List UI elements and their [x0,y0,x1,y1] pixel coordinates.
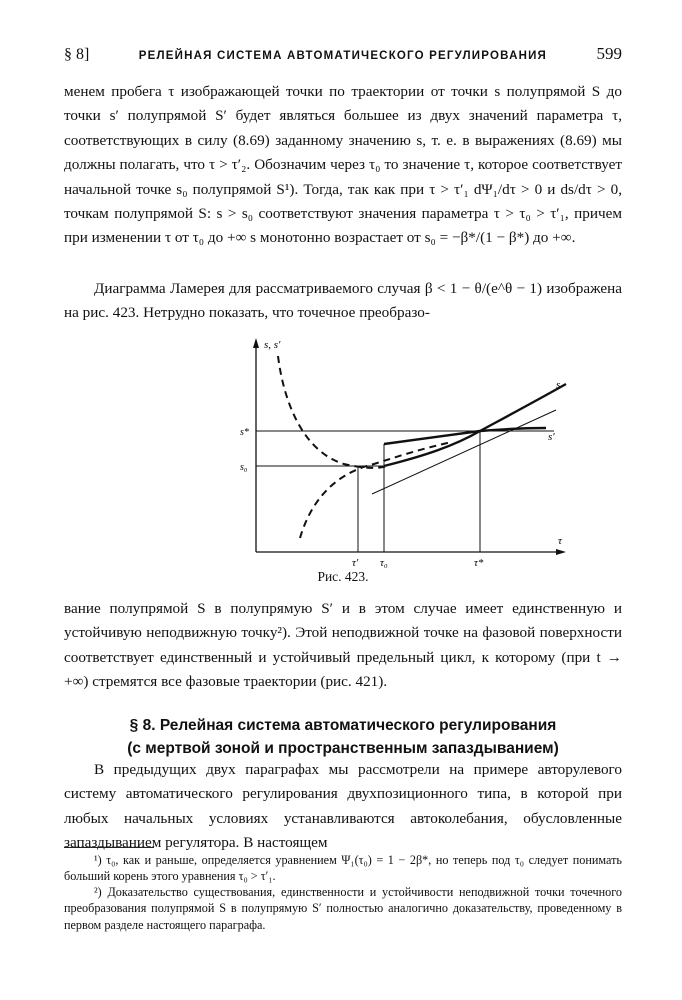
curve-s [384,384,566,466]
section-heading-line2: (с мертвой зоной и пространственным запаздыванием) [127,740,559,757]
header-section: § 8] [64,46,90,63]
y-axis-label: s, s′ [264,339,281,351]
page-number: 599 [596,44,622,63]
lamerey-diagram [184,334,574,574]
paragraph-2: Диаграмма Ламерея для рассматриваемого случая β < 1 − θ/(e^θ − 1) изображена на рис. 423. Нетрудно показать, что точечное преобразо- [64,280,622,322]
curve-s-prime [384,428,546,444]
x-axis-arrow [556,549,566,555]
paragraph-3: вание полупрямой S в полупрямую S′ и в этом случае имеет единственную и устойчивую неподвижную точку²). Этой неподвижной точке на фазовой поверхности соответствует единственный и устойчивый предельный цикл, к которому (при t → +∞) стремятся все фазовые траектории (рис. 421). [64,600,622,691]
dashed-curve-upper [278,356,389,468]
tick-label-tau-star: τ* [474,557,484,569]
bisector-line [372,410,556,494]
footnote-1: ¹) τ₀, как и раньше, определяется уравнением Ψ₁(τ₀) = 1 − 2β*, но теперь под τ₀ следует понимать больший корень этого уравнения τ₀ > τ′₁. [64,853,622,884]
section-heading [64,714,622,760]
paragraph-4: В предыдущих двух параграфах мы рассмотрели на примере авторулевого систему автоматического регулирования двухпозиционного типа, в которой при любых начальных условиях устанавливаются автоколебания, обусловленные запаздыванием регулятора. В настоящем [64,761,622,852]
figure-caption: Рис. 423. [317,569,369,584]
curve-label-s: s [556,379,561,391]
x-axis-label: τ [558,535,562,547]
y-axis-arrow [253,338,259,348]
section-heading-line1: § 8. Релейная система автоматического регулирования [129,717,557,734]
curve-label-s-prime: s′ [548,431,555,443]
tick-label-s0: s₀ [240,462,248,473]
footnote-2: ²) Доказательство существования, единственности и устойчивости неподвижной точки точечного преобразования полупрямой S в полупрямую S′ полностью аналогично доказательству, проведенному в первом разделе настоящего параграфа. [64,885,622,932]
paragraph-1: менем пробега τ изображающей точки по траектории от точки s полупрямой S до точки s′ полупрямой S′ будет являться большее из двух значений параметра τ, соответствующих в силу (8.69) заданному значению s, т. е. в выражениях (8.69) мы должны полагать, что τ > τ′₂. Обозначим через τ₀ то значение τ, которое соответствует начальной точке s₀ полупрямой S¹). Тогда, так как при τ > τ′₁ dΨ₁/dτ > 0 и ds/dτ > 0, точкам полупрямой S: s > s₀ соответствуют значения параметра τ > τ₀ > τ′₁, причем при изменении τ от τ₀ до +∞ s монотонно возрастает от s₀ = −β*/(1 − β*) до +∞. [64,83,622,247]
tick-label-s-star: s* [240,427,249,438]
tick-label-tau0: τ₀ [380,557,388,569]
tick-label-tau-prime: τ′ [352,557,359,569]
header-title: РЕЛЕЙНАЯ СИСТЕМА АВТОМАТИЧЕСКОГО РЕГУЛИРОВАНИЯ [138,50,548,62]
footnote-rule [64,847,154,848]
running-header [64,44,622,64]
dashed-curve-lower [300,442,452,538]
